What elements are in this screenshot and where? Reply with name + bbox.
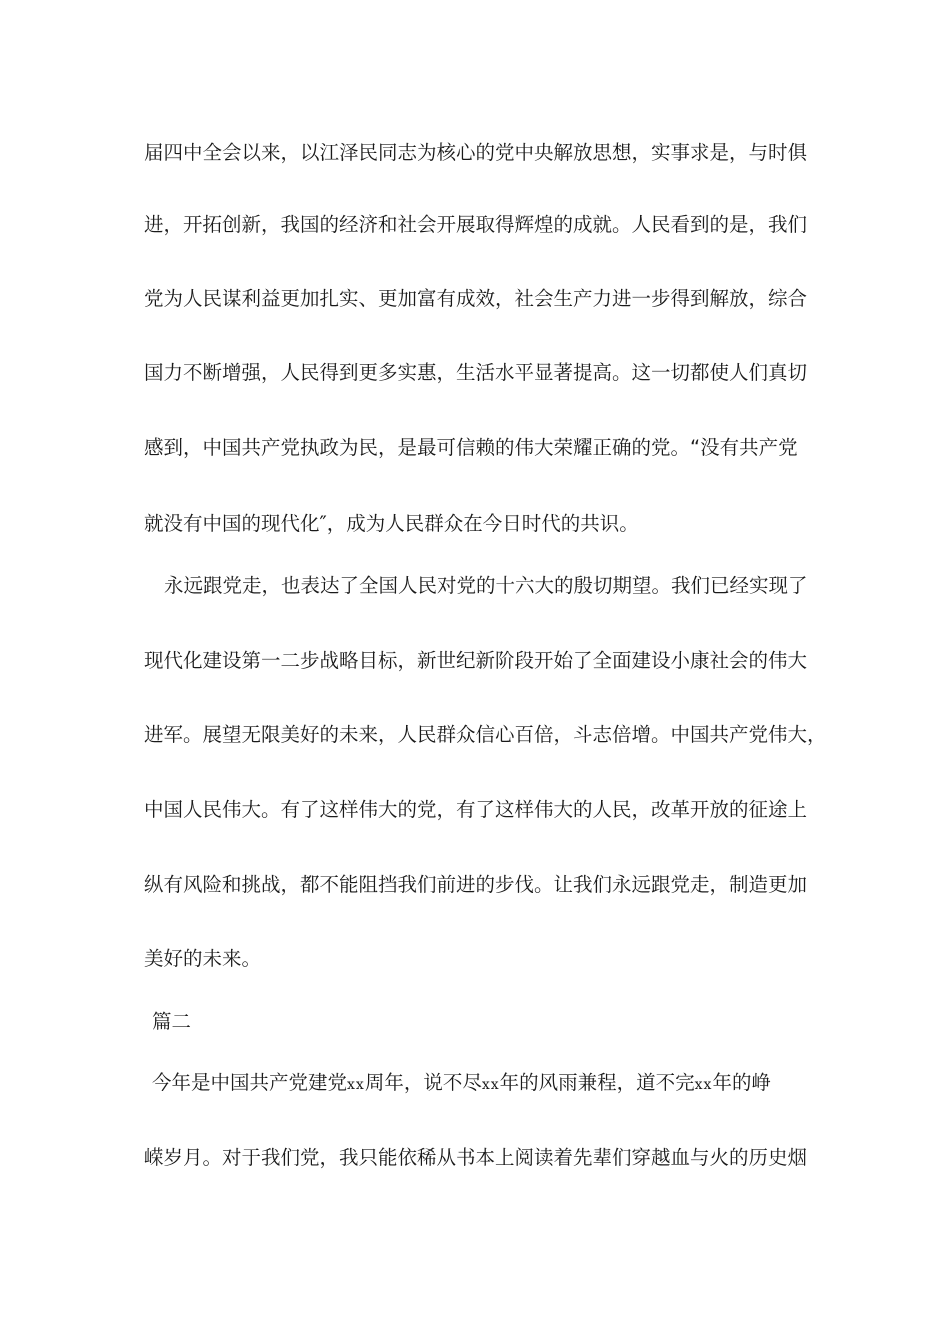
- text-span: 年的风雨兼程，道不完: [499, 1071, 695, 1094]
- text-line-6: 就没有中国的现代化″，成为人民群众在今日时代的共识。: [144, 512, 639, 535]
- section-heading: 篇二: [152, 1010, 192, 1033]
- text-line-9: 进军。展望无限美好的未来，人民群众信心百倍，斗志倍增。中国共产党伟大，: [144, 723, 827, 746]
- text-span: 周年，说不尽: [364, 1071, 482, 1094]
- placeholder-xx: xx: [347, 1077, 365, 1093]
- text-line-13: [152, 1069, 812, 1099]
- text-line-12: 美好的未来。: [144, 947, 262, 970]
- placeholder-xx: xx: [481, 1077, 500, 1093]
- text-line-4: 国力不断增强，人民得到更多实惠，生活水平显著提高。这一切都使人们真切: [144, 361, 808, 384]
- text-span: 今年是中国共产党建党: [152, 1071, 348, 1094]
- text-line-3: 党为人民谋利益更加扎实、更加富有成效，社会生产力进一步得到解放，综合: [144, 287, 808, 310]
- text-line-5: 感到，中国共产党执政为民，是最可信赖的伟大荣耀正确的党。“没有共产党: [144, 436, 798, 459]
- text-line-1: 届四中全会以来，以江泽民同志为核心的党中央解放思想，实事求是，与时俱: [144, 141, 808, 164]
- text-line-7: 永远跟党走，也表达了全国人民对党的十六大的殷切期望。我们已经实现了: [164, 574, 808, 597]
- placeholder-xx: xx: [694, 1077, 713, 1093]
- text-line-14: 嵘岁月。对于我们党，我只能依稀从书本上阅读着先辈们穿越血与火的历史烟: [144, 1146, 808, 1169]
- text-span: 年的峥: [712, 1071, 771, 1094]
- text-line-11: 纵有风险和挑战，都不能阻挡我们前进的步伐。让我们永远跟党走，制造更加: [144, 873, 808, 896]
- text-line-2: 进，开拓创新，我国的经济和社会开展取得辉煌的成就。人民看到的是，我们: [144, 213, 808, 236]
- text-line-8: 现代化建设第一二步战略目标，新世纪新阶段开始了全面建设小康社会的伟大: [144, 649, 808, 672]
- text-line-10: 中国人民伟大。有了这样伟大的党，有了这样伟大的人民，改革开放的征途上: [144, 798, 808, 821]
